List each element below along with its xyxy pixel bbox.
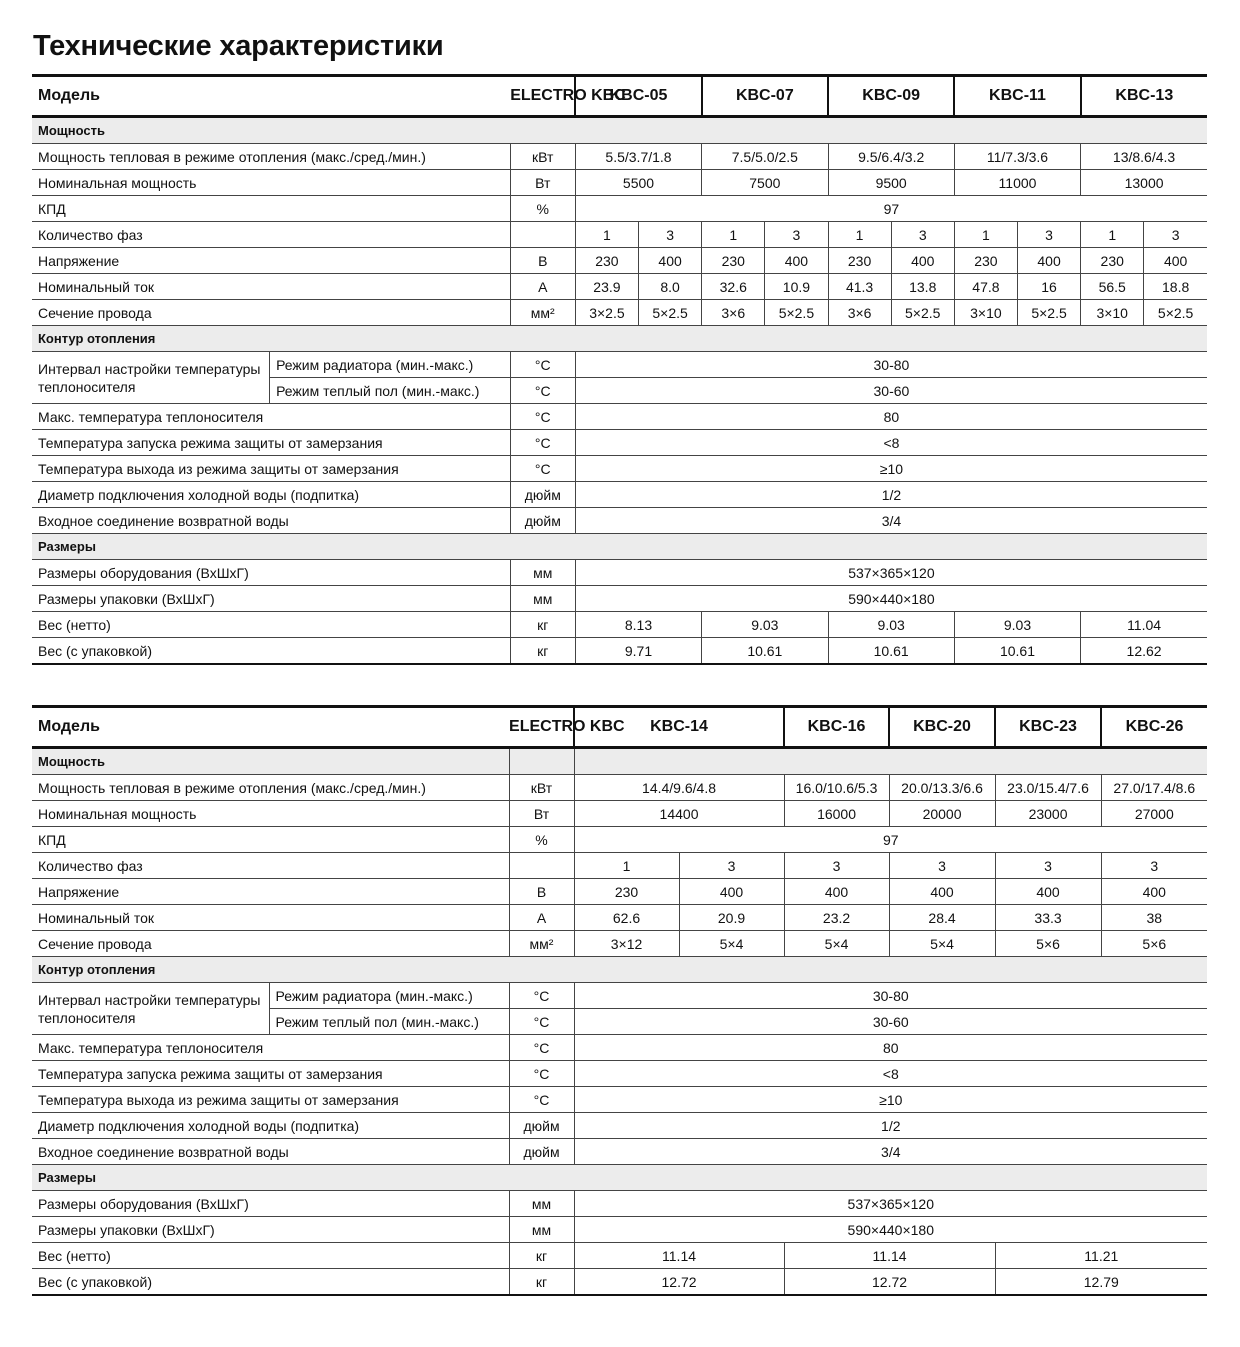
section-fill [574, 748, 1207, 775]
cell-value: 3×2.5 [575, 300, 638, 326]
cell-value: 3×12 [574, 931, 679, 957]
row-unit: дюйм [510, 482, 575, 508]
row-label: Температура запуска режима защиты от замерзания [32, 430, 510, 456]
row-unit: °C [510, 456, 575, 482]
cell-value: 16 [1017, 274, 1080, 300]
row-label: Интервал настройки температуры теплоносителя [32, 352, 270, 404]
cell-value: 30-80 [574, 983, 1207, 1009]
table-row [32, 404, 1207, 430]
cell-value: 590×440×180 [574, 1217, 1207, 1243]
cell-value: 30-60 [575, 378, 1207, 404]
model-name: KBC-14 [574, 707, 784, 748]
table-row [32, 1191, 1207, 1217]
cell-value: 5×4 [889, 931, 995, 957]
row-unit: % [510, 196, 575, 222]
row-unit: дюйм [510, 508, 575, 534]
cell-value: 11.14 [784, 1243, 995, 1269]
cell-value: 1 [575, 222, 638, 248]
row-label: Температура выхода из режима защиты от замерзания [32, 1087, 509, 1113]
section-title-power: Мощность [32, 748, 509, 775]
cell-value: 11.04 [1081, 612, 1207, 638]
row-unit: °C [509, 1009, 574, 1035]
table-row [32, 274, 1207, 300]
row-unit: кВт [510, 144, 575, 170]
row-unit: В [509, 879, 574, 905]
row-unit: кВт [509, 775, 574, 801]
table-row [32, 144, 1207, 170]
sub-row-label: Режим теплый пол (мин.-макс.) [269, 1009, 509, 1035]
cell-value: 400 [679, 879, 784, 905]
row-label: Количество фаз [32, 222, 510, 248]
row-unit: мм² [509, 931, 574, 957]
table-row [32, 196, 1207, 222]
row-label: Входное соединение возвратной воды [32, 508, 510, 534]
cell-value: 23.9 [575, 274, 638, 300]
cell-value: 20.0/13.3/6.6 [889, 775, 995, 801]
cell-value: 5×6 [995, 931, 1101, 957]
cell-value: 14400 [574, 801, 784, 827]
row-unit: дюйм [509, 1113, 574, 1139]
cell-value: 400 [765, 248, 828, 274]
cell-value: 20000 [889, 801, 995, 827]
page-title: Технические характеристики [33, 30, 444, 62]
cell-value: 16.0/10.6/5.3 [784, 775, 889, 801]
cell-value: ≥10 [574, 1087, 1207, 1113]
cell-value: 32.6 [702, 274, 765, 300]
cell-value: 11.21 [995, 1243, 1207, 1269]
table-row [32, 300, 1207, 326]
cell-value: 5×4 [679, 931, 784, 957]
cell-value: 3 [784, 853, 889, 879]
model-name: KBC-09 [828, 76, 954, 117]
sub-row-label: Режим радиатора (мин.-макс.) [270, 352, 511, 378]
cell-value: 13.8 [891, 274, 954, 300]
cell-value: 230 [954, 248, 1017, 274]
cell-value: 230 [1081, 248, 1144, 274]
row-unit: °C [509, 1061, 574, 1087]
row-label: Вес (нетто) [32, 612, 510, 638]
cell-value: 33.3 [995, 905, 1101, 931]
section-title-heating: Контур отопления [32, 957, 1207, 983]
section-row [32, 957, 1207, 983]
cell-value: 1 [1081, 222, 1144, 248]
cell-value: 400 [1017, 248, 1080, 274]
cell-value: 9.03 [954, 612, 1080, 638]
row-label: Номинальный ток [32, 905, 509, 931]
row-unit: кг [509, 1243, 574, 1269]
row-label: Размеры оборудования (ВхШхГ) [32, 1191, 509, 1217]
row-label: Входное соединение возвратной воды [32, 1139, 509, 1165]
model-name: KBC-23 [995, 707, 1101, 748]
table-row [32, 801, 1207, 827]
section-row [32, 748, 1207, 775]
section-title-heating: Контур отопления [32, 326, 1207, 352]
cell-value: 400 [1101, 879, 1207, 905]
row-unit [510, 222, 575, 248]
row-label: КПД [32, 196, 510, 222]
cell-value: 16000 [784, 801, 889, 827]
row-unit: В [510, 248, 575, 274]
cell-value: 7.5/5.0/2.5 [702, 144, 828, 170]
table-row [32, 612, 1207, 638]
cell-value: 23.2 [784, 905, 889, 931]
table-row [32, 1243, 1207, 1269]
cell-value: 400 [1144, 248, 1207, 274]
row-unit: кг [510, 612, 575, 638]
row-label: КПД [32, 827, 509, 853]
row-label: Макс. температура теплоносителя [32, 404, 510, 430]
table-row [32, 853, 1207, 879]
spec-table-2 [32, 705, 1207, 1296]
cell-value: 80 [574, 1035, 1207, 1061]
cell-value: 12.72 [784, 1269, 995, 1296]
model-name: KBC-11 [954, 76, 1080, 117]
cell-value: 12.72 [574, 1269, 784, 1296]
table-row [32, 1035, 1207, 1061]
cell-value: 10.61 [954, 638, 1080, 665]
model-name: KBC-07 [702, 76, 828, 117]
row-unit: мм² [510, 300, 575, 326]
cell-value: 230 [828, 248, 891, 274]
cell-value: 9.71 [575, 638, 701, 665]
cell-value: 5×2.5 [765, 300, 828, 326]
cell-value: 590×440×180 [575, 586, 1207, 612]
table-row [32, 352, 1207, 378]
row-label: Макс. температура теплоносителя [32, 1035, 509, 1061]
cell-value: 3 [1101, 853, 1207, 879]
cell-value: 230 [702, 248, 765, 274]
cell-value: 3×6 [702, 300, 765, 326]
model-name: KBC-05 [575, 76, 701, 117]
model-name: KBC-20 [889, 707, 995, 748]
row-unit: мм [509, 1191, 574, 1217]
cell-value: 230 [574, 879, 679, 905]
row-label: Вес (нетто) [32, 1243, 509, 1269]
table-row [32, 879, 1207, 905]
section-title-dimensions: Размеры [32, 1165, 1207, 1191]
row-unit: % [509, 827, 574, 853]
table-row [32, 456, 1207, 482]
row-label: Диаметр подключения холодной воды (подпитка) [32, 482, 510, 508]
row-unit: мм [509, 1217, 574, 1243]
table-row [32, 1269, 1207, 1296]
cell-value: 3/4 [575, 508, 1207, 534]
cell-value: 27.0/17.4/8.6 [1101, 775, 1207, 801]
cell-value: 10.61 [702, 638, 828, 665]
sub-row-label: Режим радиатора (мин.-макс.) [269, 983, 509, 1009]
table-row [32, 430, 1207, 456]
row-label: Номинальная мощность [32, 170, 510, 196]
table-row [32, 222, 1207, 248]
row-label: Размеры оборудования (ВхШхГ) [32, 560, 510, 586]
cell-value: ≥10 [575, 456, 1207, 482]
table-row [32, 1113, 1207, 1139]
row-unit: Вт [509, 801, 574, 827]
cell-value: 30-60 [574, 1009, 1207, 1035]
cell-value: 537×365×120 [574, 1191, 1207, 1217]
section-row [32, 326, 1207, 352]
section-row [32, 1165, 1207, 1191]
row-unit: кг [510, 638, 575, 665]
cell-value: 9.03 [702, 612, 828, 638]
cell-value: 23.0/15.4/7.6 [995, 775, 1101, 801]
cell-value: 400 [995, 879, 1101, 905]
table-row [32, 482, 1207, 508]
brand-label: ELECTRO KBC [510, 76, 575, 117]
cell-value: 5×2.5 [1144, 300, 1207, 326]
cell-value: 10.9 [765, 274, 828, 300]
cell-value: 400 [639, 248, 702, 274]
cell-value: 5.5/3.7/1.8 [575, 144, 701, 170]
cell-value: 8.0 [639, 274, 702, 300]
table-row [32, 1217, 1207, 1243]
cell-value: 38 [1101, 905, 1207, 931]
cell-value: 3×10 [954, 300, 1017, 326]
cell-value: 97 [574, 827, 1207, 853]
row-unit: °C [509, 983, 574, 1009]
cell-value: 400 [889, 879, 995, 905]
cell-value: 23000 [995, 801, 1101, 827]
section-title-dimensions: Размеры [32, 534, 1207, 560]
cell-value: 3 [1144, 222, 1207, 248]
cell-value: 3×10 [1081, 300, 1144, 326]
row-unit: °C [510, 404, 575, 430]
cell-value: 3/4 [574, 1139, 1207, 1165]
table-row [32, 1087, 1207, 1113]
row-label: Мощность тепловая в режиме отопления (макс./сред./мин.) [32, 775, 509, 801]
cell-value: 13000 [1081, 170, 1207, 196]
cell-value: 9500 [828, 170, 954, 196]
row-unit: °C [510, 378, 575, 404]
row-label: Вес (с упаковкой) [32, 1269, 509, 1296]
row-label: Сечение провода [32, 300, 510, 326]
row-label: Размеры упаковки (ВхШхГ) [32, 1217, 509, 1243]
cell-value: 537×365×120 [575, 560, 1207, 586]
table-row [32, 638, 1207, 665]
row-label: Напряжение [32, 879, 509, 905]
cell-value: 10.61 [828, 638, 954, 665]
cell-value: 1 [954, 222, 1017, 248]
row-label: Диаметр подключения холодной воды (подпитка) [32, 1113, 509, 1139]
table-row [32, 1139, 1207, 1165]
section-row [32, 534, 1207, 560]
cell-value: 1/2 [574, 1113, 1207, 1139]
cell-value: 13/8.6/4.3 [1081, 144, 1207, 170]
table-row [32, 170, 1207, 196]
cell-value: 9.5/6.4/3.2 [828, 144, 954, 170]
row-label: Мощность тепловая в режиме отопления (макс./сред./мин.) [32, 144, 510, 170]
spec-table-1 [32, 74, 1207, 665]
cell-value: 5×2.5 [891, 300, 954, 326]
cell-value: 3×6 [828, 300, 891, 326]
table-row [32, 586, 1207, 612]
cell-value: 3 [639, 222, 702, 248]
cell-value: 8.13 [575, 612, 701, 638]
cell-value: 1 [702, 222, 765, 248]
cell-value: 30-80 [575, 352, 1207, 378]
cell-value: 5×4 [784, 931, 889, 957]
model-name: KBC-13 [1081, 76, 1207, 117]
row-label: Температура выхода из режима защиты от замерзания [32, 456, 510, 482]
table-row [32, 508, 1207, 534]
row-label: Температура запуска режима защиты от замерзания [32, 1061, 509, 1087]
cell-value: 12.79 [995, 1269, 1207, 1296]
row-label: Напряжение [32, 248, 510, 274]
row-unit: °C [510, 352, 575, 378]
row-label: Сечение провода [32, 931, 509, 957]
sub-row-label: Режим теплый пол (мин.-макс.) [270, 378, 511, 404]
cell-value: <8 [574, 1061, 1207, 1087]
table-row [32, 905, 1207, 931]
cell-value: 9.03 [828, 612, 954, 638]
row-unit: кг [509, 1269, 574, 1296]
table-row [32, 775, 1207, 801]
cell-value: 1/2 [575, 482, 1207, 508]
cell-value: 5×6 [1101, 931, 1207, 957]
table-row [32, 560, 1207, 586]
table-row [32, 248, 1207, 274]
row-label: Количество фаз [32, 853, 509, 879]
cell-value: 3 [889, 853, 995, 879]
cell-value: 14.4/9.6/4.8 [574, 775, 784, 801]
row-label: Интервал настройки температуры теплоносителя [32, 983, 269, 1035]
cell-value: 3 [679, 853, 784, 879]
cell-value: 11000 [954, 170, 1080, 196]
row-unit: А [510, 274, 575, 300]
row-label: Номинальная мощность [32, 801, 509, 827]
cell-value: 5×2.5 [1017, 300, 1080, 326]
header-row [32, 707, 1207, 748]
row-label: Номинальный ток [32, 274, 510, 300]
cell-value: 7500 [702, 170, 828, 196]
row-unit: дюйм [509, 1139, 574, 1165]
cell-value: 230 [575, 248, 638, 274]
row-unit: мм [510, 586, 575, 612]
row-label: Вес (с упаковкой) [32, 638, 510, 665]
row-unit: А [509, 905, 574, 931]
cell-value: 97 [575, 196, 1207, 222]
cell-value: 47.8 [954, 274, 1017, 300]
cell-value: 62.6 [574, 905, 679, 931]
cell-value: 5×2.5 [639, 300, 702, 326]
cell-value: 41.3 [828, 274, 891, 300]
cell-value: 1 [574, 853, 679, 879]
cell-value: 11/7.3/3.6 [954, 144, 1080, 170]
table-row [32, 1061, 1207, 1087]
cell-value: 28.4 [889, 905, 995, 931]
cell-value: 1 [828, 222, 891, 248]
model-label: Модель [32, 707, 509, 748]
row-unit [509, 853, 574, 879]
cell-value: 3 [765, 222, 828, 248]
row-unit: °C [510, 430, 575, 456]
cell-value: 400 [784, 879, 889, 905]
model-name: KBC-16 [784, 707, 889, 748]
cell-value: <8 [575, 430, 1207, 456]
cell-value: 80 [575, 404, 1207, 430]
cell-value: 400 [891, 248, 954, 274]
brand-label: ELECTRO KBC [509, 707, 574, 748]
table-row [32, 983, 1207, 1009]
section-row [32, 117, 1207, 144]
row-unit: °C [509, 1035, 574, 1061]
section-unit-spacer [509, 748, 574, 775]
table-row [32, 931, 1207, 957]
row-label: Размеры упаковки (ВхШхГ) [32, 586, 510, 612]
cell-value: 11.14 [574, 1243, 784, 1269]
header-row [32, 76, 1207, 117]
cell-value: 27000 [1101, 801, 1207, 827]
cell-value: 3 [995, 853, 1101, 879]
cell-value: 3 [891, 222, 954, 248]
cell-value: 18.8 [1144, 274, 1207, 300]
cell-value: 12.62 [1081, 638, 1207, 665]
model-label: Модель [32, 76, 510, 117]
section-title-power: Мощность [32, 117, 1207, 144]
cell-value: 3 [1017, 222, 1080, 248]
model-name: KBC-26 [1101, 707, 1207, 748]
row-unit: °C [509, 1087, 574, 1113]
table-row [32, 827, 1207, 853]
cell-value: 56.5 [1081, 274, 1144, 300]
cell-value: 20.9 [679, 905, 784, 931]
row-unit: Вт [510, 170, 575, 196]
cell-value: 5500 [575, 170, 701, 196]
row-unit: мм [510, 560, 575, 586]
